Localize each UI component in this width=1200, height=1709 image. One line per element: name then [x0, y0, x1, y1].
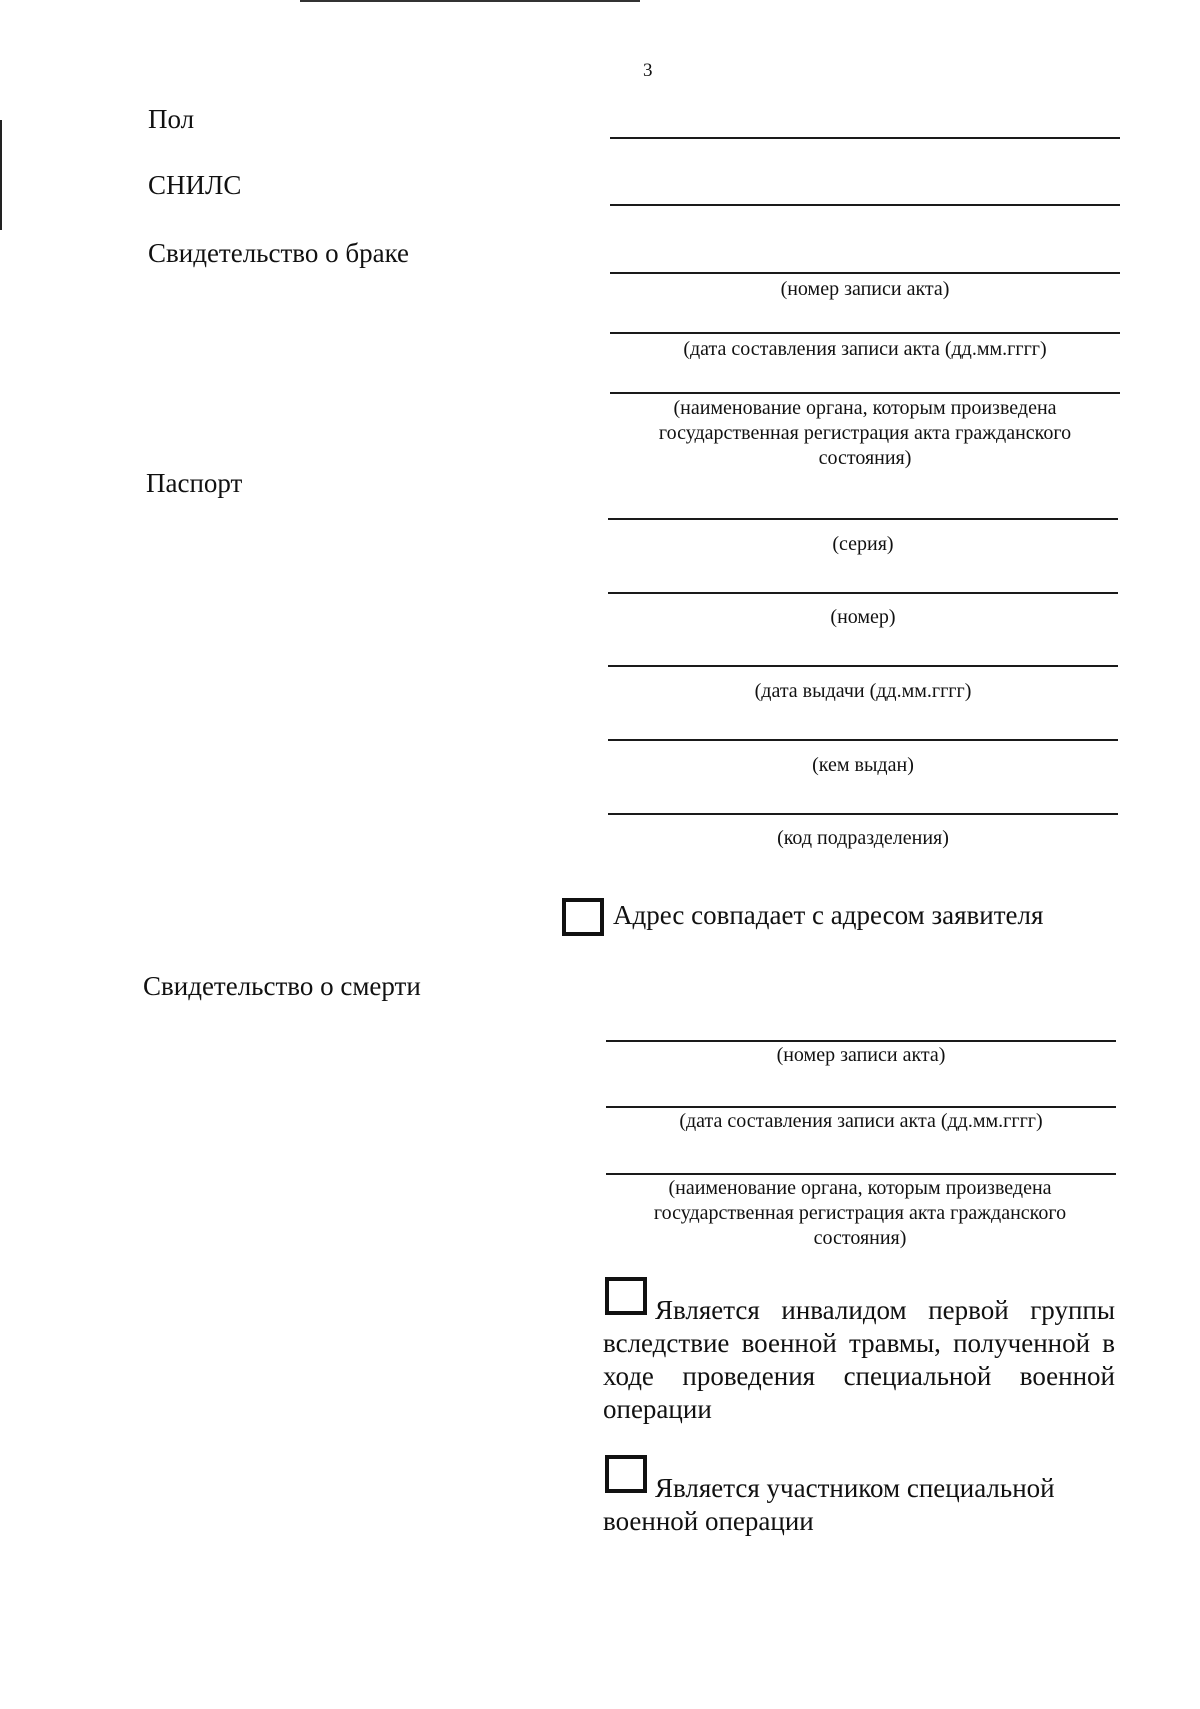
marriage-record-date-caption: (дата составления записи акта (дд.мм.гггг): [683, 338, 1047, 360]
death-record-date-caption: (дата составления записи акта (дд.мм.гггг): [679, 1110, 1043, 1132]
participant-label: Является участником специальной военной операции: [603, 1473, 1055, 1536]
passport-number-caption: (номер): [830, 606, 896, 628]
address-match-checkbox[interactable]: [562, 898, 604, 936]
gender-field[interactable]: [610, 137, 1120, 139]
passport-issued-by-field[interactable]: [608, 739, 1118, 741]
gender-label: Пол: [148, 104, 195, 134]
address-match-label: Адрес совпадает с адресом заявителя: [613, 900, 1044, 930]
left-edge-mark: [0, 120, 2, 230]
death-record-number-caption: (номер записи акта): [776, 1044, 946, 1066]
marriage-record-number-caption: (номер записи акта): [780, 278, 950, 300]
death-authority-field[interactable]: [606, 1173, 1116, 1175]
marriage-authority-caption: (наименование органа, которым произведена государственная регистрация акта гражданского состояния): [658, 397, 1072, 469]
passport-series-caption: (серия): [832, 533, 894, 555]
passport-division-code-caption: (код подразделения): [777, 827, 949, 849]
passport-series-field[interactable]: [608, 518, 1118, 520]
passport-issue-date-caption: (дата выдачи (дд.мм.гггг): [754, 680, 972, 702]
death-certificate-label: Свидетельство о смерти: [143, 971, 421, 1001]
passport-label: Паспорт: [146, 468, 243, 498]
passport-issued-by-caption: (кем выдан): [812, 754, 914, 776]
marriage-record-number-field[interactable]: [610, 272, 1120, 274]
death-record-number-field[interactable]: [606, 1040, 1116, 1042]
top-edge-rule: [300, 0, 640, 2]
snils-label: СНИЛС: [148, 170, 242, 200]
page-number: 3: [643, 60, 653, 81]
death-record-date-field[interactable]: [606, 1106, 1116, 1108]
death-authority-caption: (наименование органа, которым произведена государственная регистрация акта гражданского состояния): [653, 1177, 1067, 1249]
passport-division-code-field[interactable]: [608, 813, 1118, 815]
marriage-certificate-label: Свидетельство о браке: [148, 238, 409, 268]
passport-number-field[interactable]: [608, 592, 1118, 594]
marriage-authority-field[interactable]: [610, 392, 1120, 394]
marriage-record-date-field[interactable]: [610, 332, 1120, 334]
disability-label: Является инвалидом первой группы вследствие военной травмы, полученной в ходе проведения специальной военной операции: [603, 1295, 1115, 1424]
passport-issue-date-field[interactable]: [608, 665, 1118, 667]
snils-field[interactable]: [610, 204, 1120, 206]
